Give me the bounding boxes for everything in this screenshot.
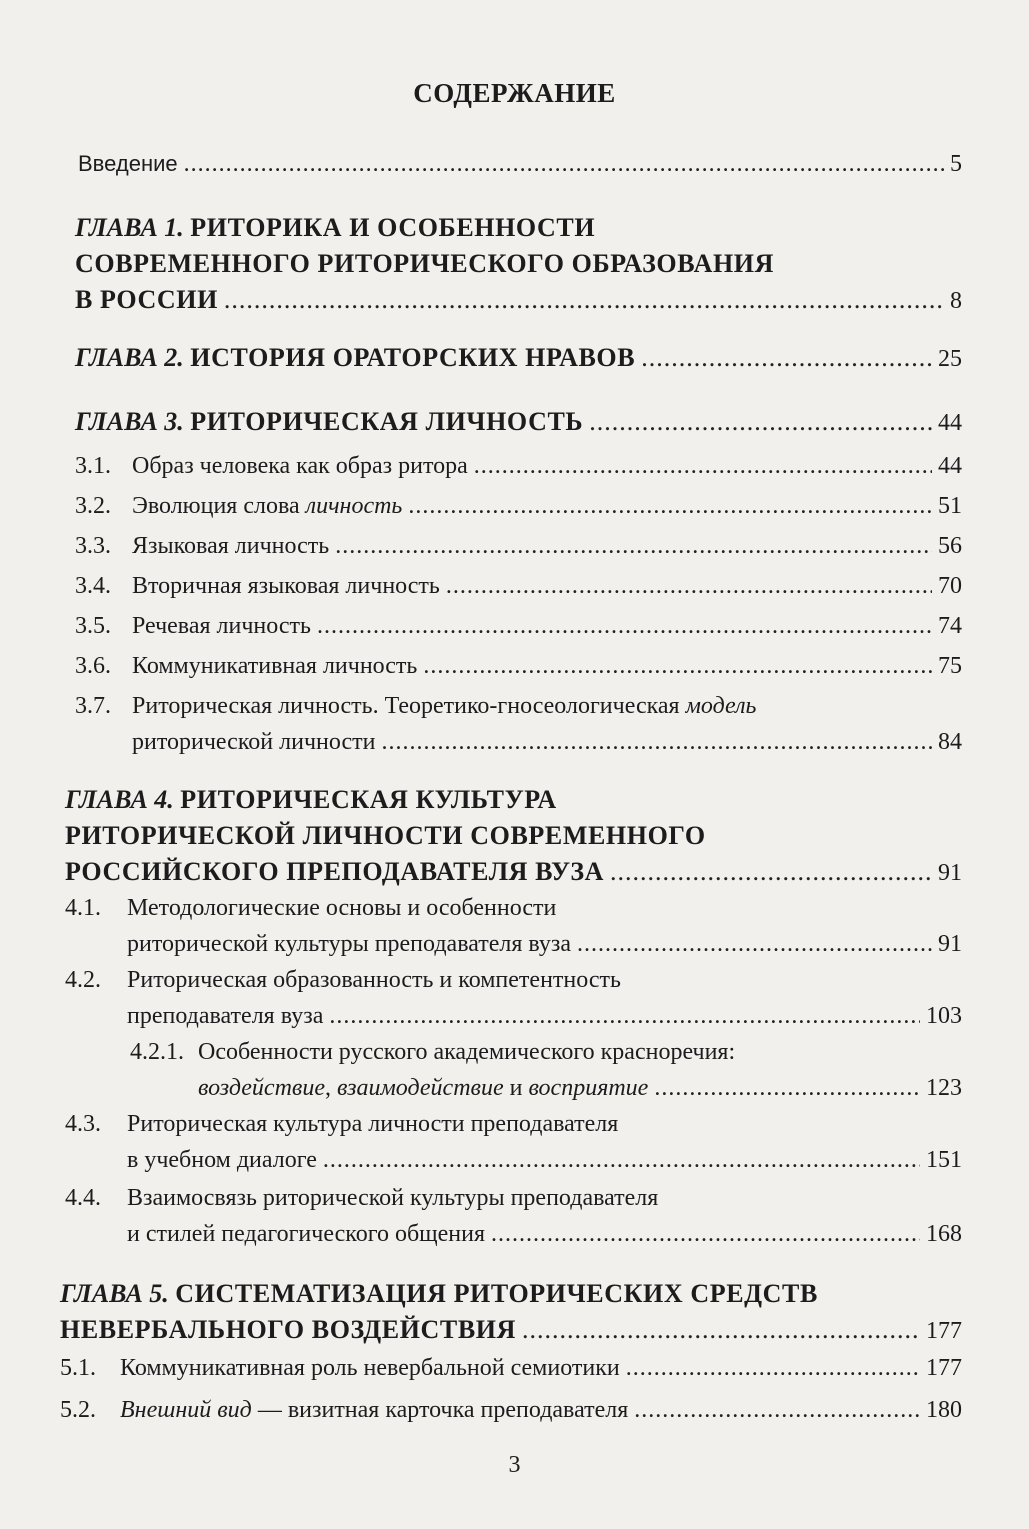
entry-page: 180	[926, 1397, 962, 1423]
entry-page: 91	[938, 860, 962, 886]
toc-chapter-1[interactable]	[75, 210, 962, 318]
section-number: 3.2.	[75, 493, 111, 519]
chapter-prefix: ГЛАВА 4.	[65, 785, 174, 814]
chapter-title-line2: РИТОРИЧЕСКОЙ ЛИЧНОСТИ СОВРЕМЕННОГО	[65, 821, 706, 850]
chapter-title: ИСТОРИЯ ОРАТОРСКИХ НРАВОВ	[190, 343, 636, 372]
section-title: — визитная карточка преподавателя	[251, 1397, 629, 1423]
section-title-italic: модель	[685, 693, 757, 719]
section-title: Образ человека как образ ритора	[132, 453, 468, 479]
toc-section-3-6[interactable]	[75, 648, 962, 684]
section-title-line1: Взаимосвязь риторической культуры преподавателя	[127, 1185, 659, 1211]
section-title-line2: в учебном диалоге	[127, 1147, 317, 1173]
entry-page: 168	[926, 1221, 962, 1247]
chapter-prefix: ГЛАВА 5.	[60, 1279, 169, 1308]
entry-page: 74	[938, 613, 962, 639]
section-number: 3.3.	[75, 533, 111, 559]
toc-section-3-7[interactable]	[75, 688, 962, 760]
toc-chapter-4[interactable]	[65, 782, 962, 890]
section-title-line1: Риторическая культура личности преподавателя	[127, 1111, 619, 1137]
entry-page: 51	[938, 493, 962, 519]
section-title-italic: Внешний вид	[120, 1397, 252, 1423]
section-number: 3.6.	[75, 653, 111, 679]
section-title-line1: Риторическая личность. Теоретико-гносеологическая	[132, 693, 686, 719]
chapter-title-line2: СОВРЕМЕННОГО РИТОРИЧЕСКОГО ОБРАЗОВАНИЯ	[75, 249, 774, 278]
toc-section-4-2-1[interactable]	[130, 1034, 962, 1106]
entry-page: 123	[926, 1075, 962, 1101]
entry-page: 56	[938, 533, 962, 559]
entry-page: 103	[926, 1003, 962, 1029]
section-number: 5.2.	[60, 1397, 96, 1423]
chapter-title-line1: РИТОРИКА И ОСОБЕННОСТИ	[190, 213, 596, 242]
entry-page: 177	[926, 1318, 962, 1344]
toc-section-4-2[interactable]	[65, 962, 962, 1034]
section-number: 3.7.	[75, 693, 111, 719]
section-title: Речевая личность	[132, 613, 311, 639]
section-number: 4.3.	[65, 1111, 101, 1137]
section-number: 3.1.	[75, 453, 111, 479]
conjunction: и	[503, 1075, 529, 1101]
toc-section-3-5[interactable]	[75, 608, 962, 644]
section-title: Вторичная языковая личность	[132, 573, 440, 599]
toc-section-5-1[interactable]	[60, 1350, 962, 1386]
section-number: 4.1.	[65, 895, 101, 921]
section-number: 4.2.1.	[130, 1039, 184, 1065]
toc-chapter-5[interactable]	[60, 1276, 962, 1348]
section-number: 3.4.	[75, 573, 111, 599]
section-title-line1: Методологические основы и особенности	[127, 895, 557, 921]
section-term-impact: воздействие	[198, 1075, 325, 1101]
section-title: Коммуникативная личность	[132, 653, 418, 679]
section-title-line2: риторической личности	[132, 729, 376, 755]
chapter-prefix: ГЛАВА 1.	[75, 213, 184, 242]
entry-page: 151	[926, 1147, 962, 1173]
entry-page: 84	[938, 729, 962, 755]
entry-page: 44	[938, 410, 962, 436]
page-number: 3	[508, 1452, 521, 1478]
toc-section-3-1[interactable]	[75, 448, 962, 484]
separator: ,	[324, 1075, 337, 1101]
section-title: Языковая личность	[132, 533, 330, 559]
toc-section-4-3[interactable]	[65, 1106, 962, 1178]
chapter-title-line1: СИСТЕМАТИЗАЦИЯ РИТОРИЧЕСКИХ СРЕДСТВ	[175, 1279, 818, 1308]
section-term-interaction: взаимодействие	[336, 1075, 504, 1101]
chapter-prefix: ГЛАВА 2.	[75, 343, 184, 372]
entry-label: Введение	[78, 151, 178, 176]
toc-chapter-2[interactable]	[75, 340, 962, 376]
toc-section-3-3[interactable]	[75, 528, 962, 564]
toc-chapter-3[interactable]	[75, 404, 962, 440]
entry-page: 91	[938, 931, 962, 957]
section-title-line2: и стилей педагогического общения	[127, 1221, 486, 1247]
section-title-line2: риторической культуры преподавателя вуза	[127, 931, 572, 957]
section-title: Коммуникативная роль невербальной семиотики	[120, 1355, 620, 1381]
toc-section-5-2[interactable]	[60, 1392, 962, 1428]
section-number: 5.1.	[60, 1355, 96, 1381]
section-title-line1: Особенности русского академического красноречия:	[198, 1039, 736, 1065]
toc-section-3-2[interactable]	[75, 488, 962, 524]
section-title-line2: преподавателя вуза	[127, 1003, 324, 1029]
page-title: СОДЕРЖАНИЕ	[413, 78, 616, 108]
chapter-title-line1: РИТОРИЧЕСКАЯ КУЛЬТУРА	[180, 785, 557, 814]
toc-entry-intro[interactable]	[78, 146, 962, 182]
entry-page: 8	[950, 288, 962, 314]
entry-page: 44	[938, 453, 962, 479]
toc-section-4-1[interactable]	[65, 890, 962, 962]
section-title: Эволюция слова	[132, 493, 306, 519]
section-number: 4.4.	[65, 1185, 101, 1211]
chapter-title-line3: В РОССИИ	[75, 285, 218, 314]
section-number: 3.5.	[75, 613, 111, 639]
entry-page: 70	[938, 573, 962, 599]
section-term-perception: восприятие	[528, 1075, 649, 1101]
entry-page: 25	[938, 346, 962, 372]
toc-section-4-4[interactable]	[65, 1180, 962, 1252]
chapter-title-line3: РОССИЙСКОГО ПРЕПОДАВАТЕЛЯ ВУЗА	[65, 857, 605, 886]
chapter-title-line2: НЕВЕРБАЛЬНОГО ВОЗДЕЙСТВИЯ	[60, 1315, 516, 1344]
toc-section-3-4[interactable]	[75, 568, 962, 604]
section-number: 4.2.	[65, 967, 101, 993]
chapter-title: РИТОРИЧЕСКАЯ ЛИЧНОСТЬ	[190, 407, 584, 436]
entry-page: 5	[950, 151, 962, 177]
section-title-line1: Риторическая образованность и компетентность	[127, 967, 621, 993]
entry-page: 177	[926, 1355, 962, 1381]
section-title-italic: личность	[305, 493, 403, 519]
chapter-prefix: ГЛАВА 3.	[75, 407, 184, 436]
entry-page: 75	[938, 653, 962, 679]
